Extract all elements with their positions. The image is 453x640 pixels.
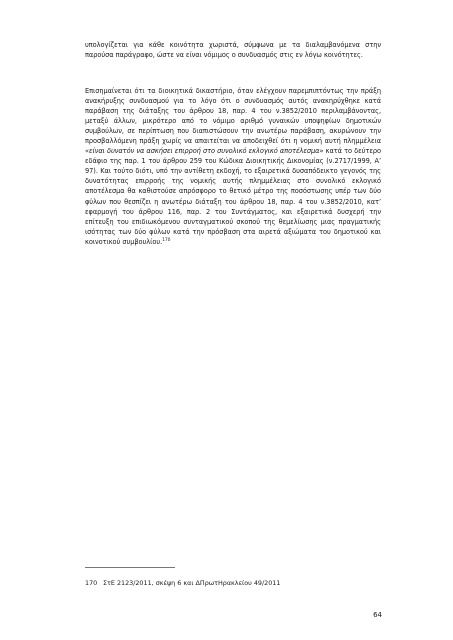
paragraph-text: [85, 86, 381, 247]
footnote-separator: [85, 567, 175, 568]
footnote-number: 170: [85, 579, 98, 587]
body-paragraph-2: [85, 86, 381, 247]
page-number: 64: [373, 611, 382, 619]
footnote-text: ΣτΕ 2123/2011, σκέψη 6 και ΔΠρωτΗρακλείου 49/2011: [103, 579, 281, 587]
footnote: [85, 579, 381, 588]
footnote-reference: 170: [162, 237, 171, 243]
italic-quote: «είναι δυνατόν να ασκήσει επιρροή στο συνολικό εκλογικό αποτέλεσμα»: [85, 147, 324, 156]
paragraph-text-start: Επισημαίνεται ότι τα διοικητικά δικαστήριο, όταν ελέγχουν παρεμπιπτόντως την πράξη ανακήρυξης συνδυασμού για το λόγο ότι ο συνδυασμός αυτός ανακηρύχθηκε κατά παράβαση της διάταξης του άρθρου 18, παρ. 4 του ν.3852/2010 περιλαμβάνοντας, μεταξύ άλλων, μικρότερο από το νόμιμο αριθμό γυναικών υποψηφίων δημοτικών συμβούλων, σε περίπτωση που διαπιστώσουν την ανωτέρω παράβαση, ακυρώνουν την προσβαλλόμενη πράξη χωρίς να απαιτείται να αποδειχθεί ότι η νομική αυτή πλημμέλεια: [85, 87, 381, 146]
paragraph-text: υπολογίζεται για κάθε κοινότητα χωριστά, σύμφωνα με τα διαλαμβανόμενα στην παρούσα παράγραφο, ώστε να είναι νόμιμος ο συνδυασμός στις εν λόγω κοινότητες.: [85, 41, 381, 60]
body-paragraph-1: [85, 40, 381, 60]
paragraph-text-end: κατά το δεύτερο εδάφιο της παρ. 1 του άρθρου 259 του Κώδικα Διοικητικής Δικονομίας (ν.2717/1999, Α’ 97). Και τούτο διότι, υπό την αντίθετη εκδοχή, το εξαιρετικά δυσαπόδεικτο γεγονός της δυνατότητας επιρροής της νομικής αυτής πλημμέλειας στο συνολικό εκλογικό αποτέλεσμα θα καθιστούσε απρόσφορο το θετικό μέτρο της ποσόστωσης υπέρ των δύο φύλων που θεσπίζει η ανωτέρω διάταξη του άρθρου 18, παρ. 4 του ν.3852/2010, κατ’ εφαρμογή του άρθρου 116, παρ. 2 του Συντάγματος, και εξαιρετικά δυσχερή την επίτευξη του επιδιωκόμενου συνταγματικού σκοπού της θεμελίωσης μιας πραγματικής ισότητας των δύο φύλων κατά την πρόσβαση στα αιρετά αξιώματα του δημοτικού και κοινοτικού συμβουλίου.: [85, 147, 381, 246]
